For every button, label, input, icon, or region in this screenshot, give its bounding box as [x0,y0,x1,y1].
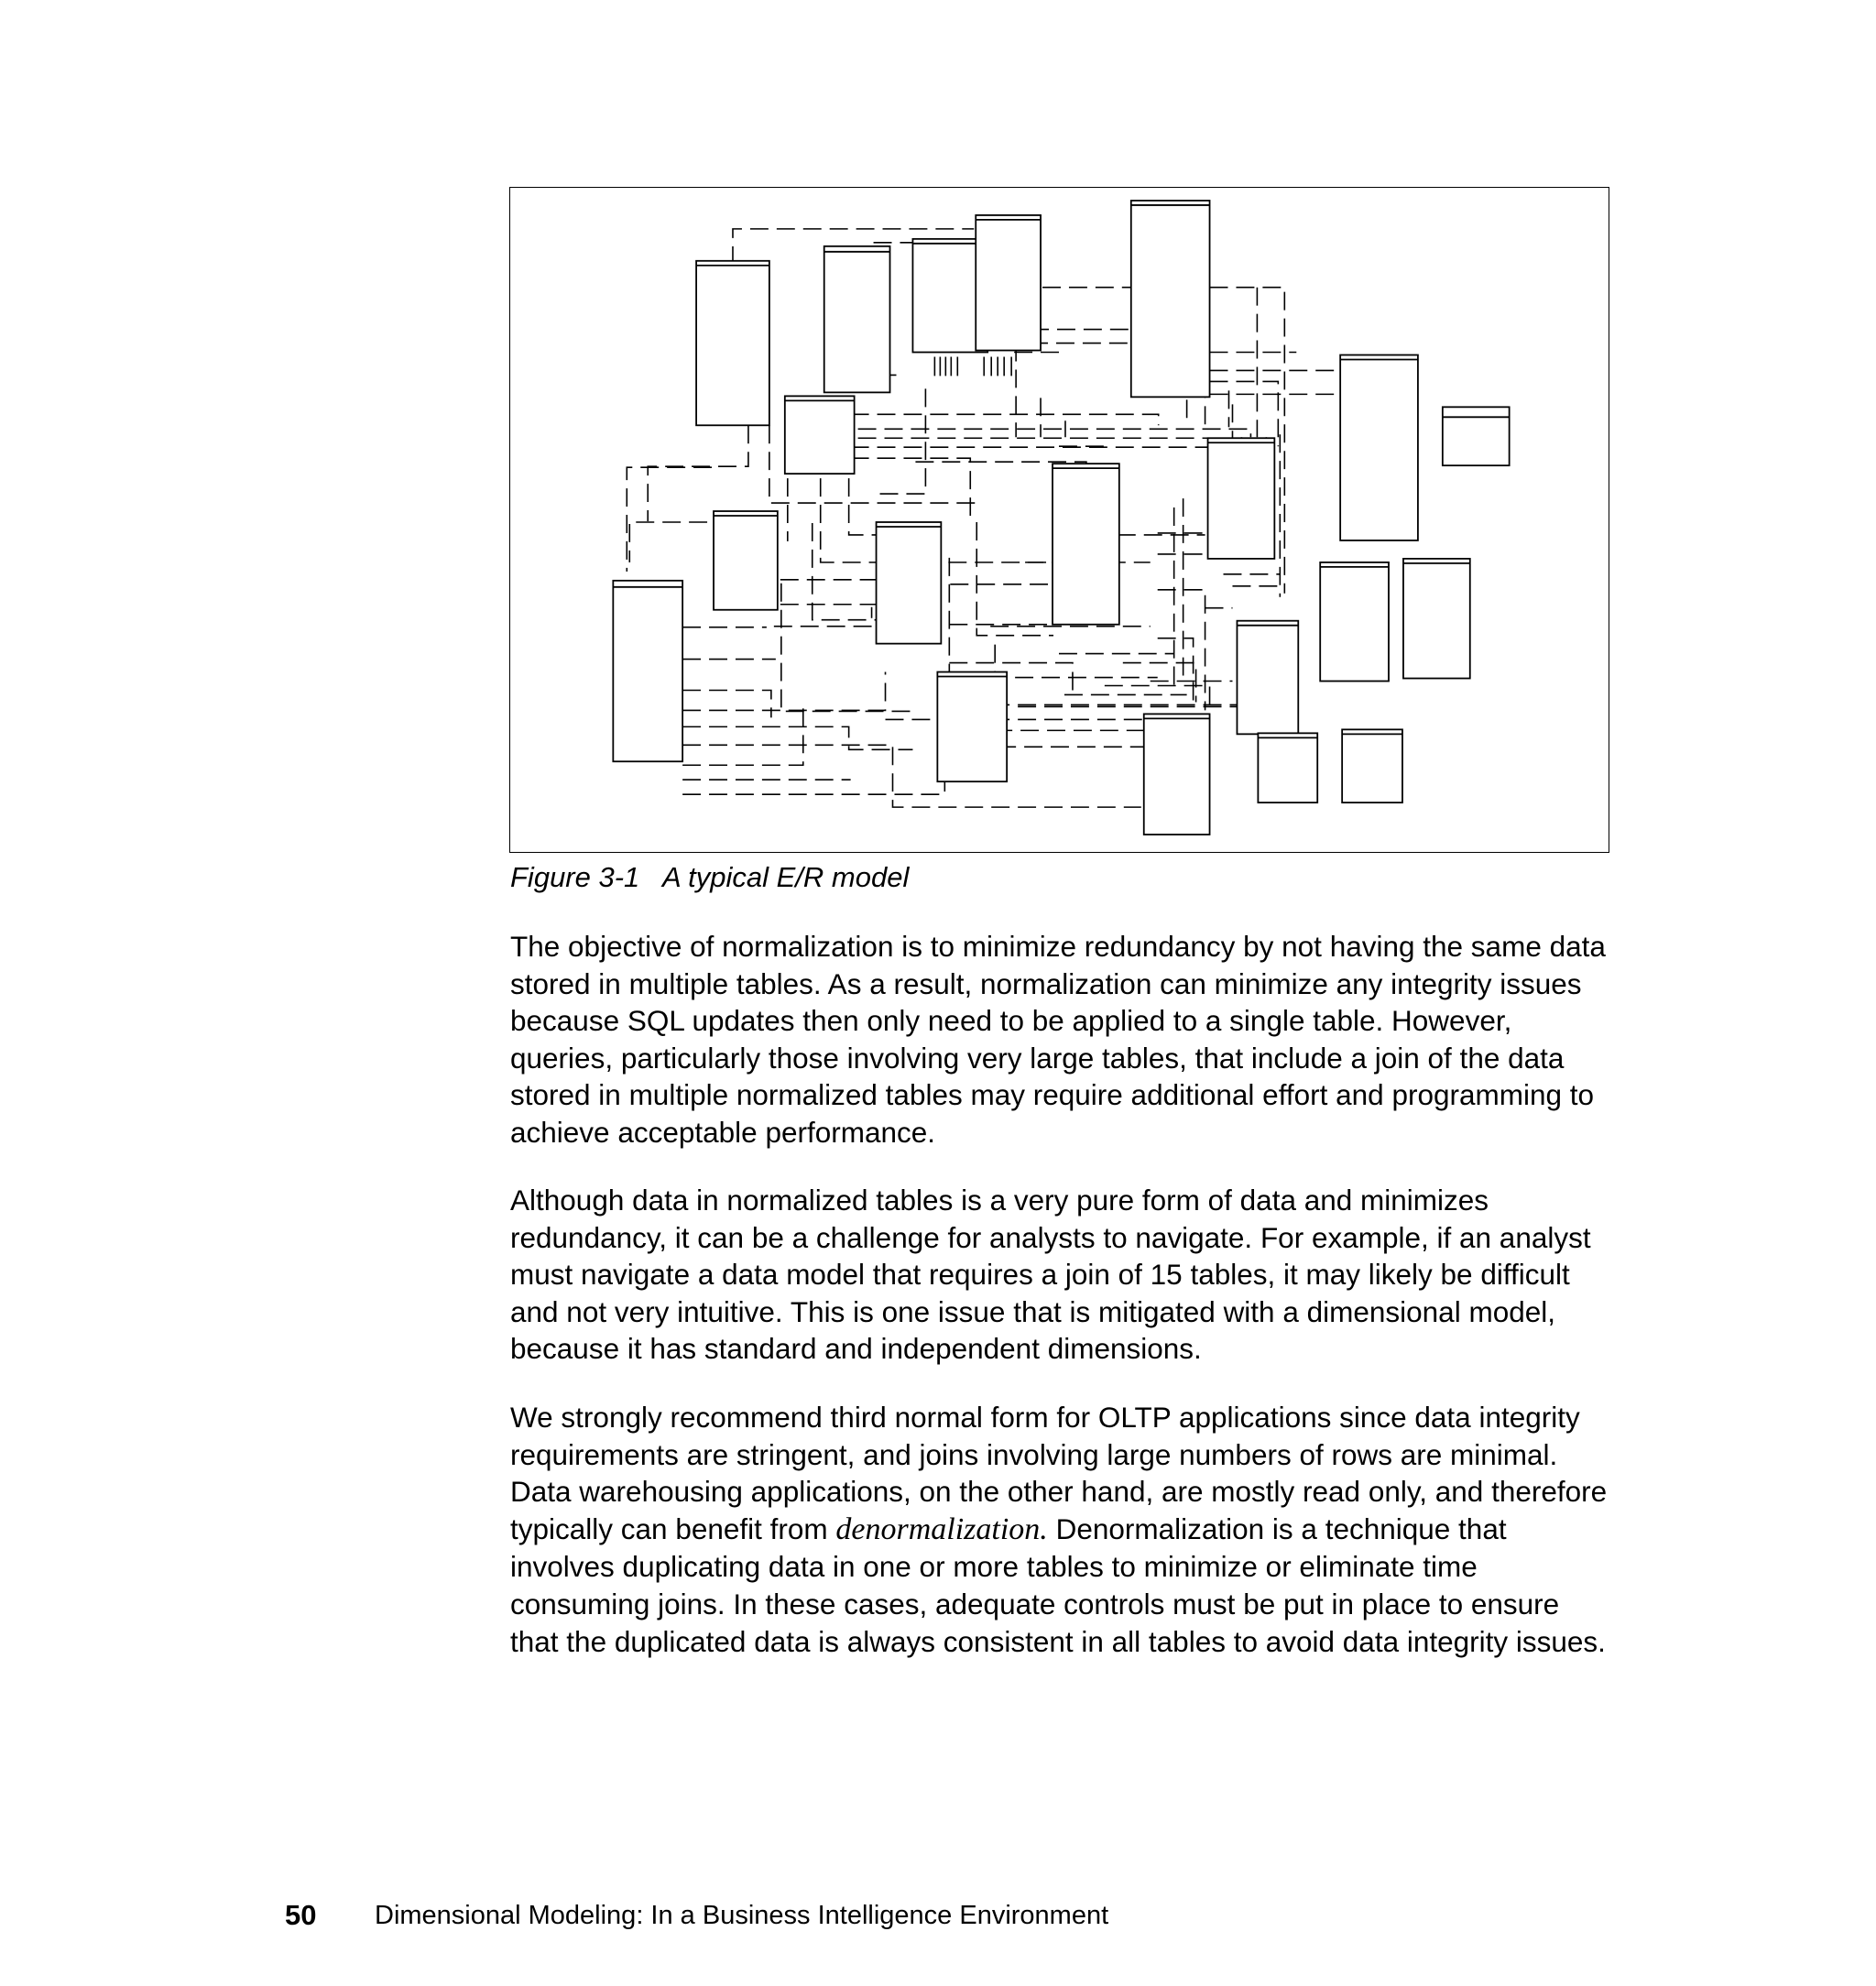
relationship-line [648,425,748,521]
entity-box [1403,559,1470,679]
paragraph-denormalization [510,1399,1614,1660]
paragraph-normalization-objective [510,928,1614,1151]
relationship-line [682,745,1141,807]
relationship-line [1210,364,1345,370]
entity-box [877,522,942,644]
paragraph-normalization-challenge [510,1182,1614,1368]
relationship-line [682,672,885,711]
relationship-line [878,388,926,494]
entity-box [1258,733,1317,802]
entity-box [1053,464,1119,625]
entity-box [613,581,682,761]
paragraph-text: The objective of normalization is to minimize redundancy by not having the same data stored in multiple tables. As a result, normalization can minimize any integrity issues because SQL updates then only need to be applied to a single table. However, queries, particularly those involving very large tables, that include a join of the data stored in multiple normalized tables may require additional effort and programming to achieve acceptable performance. [510,930,1606,1149]
er-model-figure [509,187,1609,853]
figure-number: Figure 3-1 [510,861,640,893]
relationship-line [627,467,712,572]
entity-box [696,261,769,426]
relationship-line [813,523,882,620]
relationship-line [682,747,944,794]
entity-box [1443,407,1510,465]
entity-box [785,396,855,474]
term-denormalization: denormalization. [835,1511,1048,1546]
entity-box [1342,729,1402,802]
paragraph-text-before: We strongly recommend third normal form for OLTP applications since data integrity requirements are stringent, and joins involving large numbers of rows are minimal. Data warehousing applications, on the other hand, are mostly read only, and therefore typically can benefit from [510,1401,1608,1545]
relationship-line [1158,590,1205,711]
entity-box [1208,438,1275,559]
entity-box [1144,714,1210,835]
paragraph-text: Although data in normalized tables is a very pure form of data and minimizes redundancy, it can be a challenge for analysts to navigate. For example, if an analyst must navigate a data model that requires a join of 15 tables, it may likely be difficult and not very intuitive. This is one issue that is mitigated with a dimensional model, because it has standard and independent dimensions. [510,1184,1591,1366]
relationship-line [851,414,1159,425]
entity-box [1237,621,1298,735]
relationship-line [774,607,872,627]
entity-box [1131,201,1210,397]
entity-boxes [613,201,1509,835]
entity-box [1340,355,1418,540]
relationship-line [682,726,912,749]
relationship-line [976,522,1053,636]
relationship-line [682,690,771,717]
entity-box [714,511,778,610]
entity-box [937,672,1007,782]
relationship-line [1210,381,1279,446]
relationship-line [629,522,707,562]
vertical-ticks [934,356,1011,376]
relationship-line [682,708,803,765]
page-footer [0,1899,1876,1945]
entity-box [1320,562,1389,682]
figure-title: A typical E/R model [662,861,910,893]
paragraph-text [510,1399,1614,1660]
page-number: 50 [285,1899,317,1931]
entity-box [824,246,890,393]
relationship-line [851,458,971,521]
paragraph-text-after: Denormalization is a technique that involves duplicating data in one or more tables to minimize or eliminate time consuming joins. In these cases, adequate controls must be put in place to ensure that the duplicated data is always consistent in all tables to avoid data integrity issues. [510,1511,1606,1658]
relationship-line [858,437,1242,438]
relationship-line [858,429,1251,437]
figure-caption [510,861,909,894]
er-diagram [510,188,1609,852]
relationship-line [1123,663,1196,703]
book-title: Dimensional Modeling: In a Business Intelligence Environment [375,1901,1109,1930]
entity-box [976,215,1041,351]
